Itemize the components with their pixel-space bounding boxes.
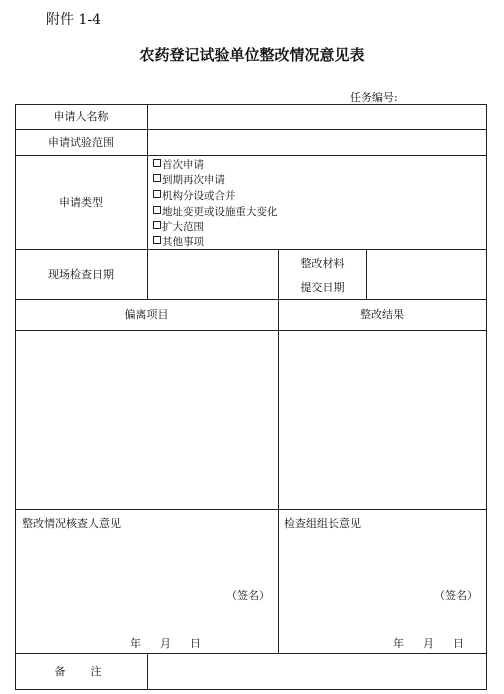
option-label: 扩大范围 <box>162 221 204 233</box>
verifier-opinion-label: 整改情况核查人意见 <box>22 517 121 530</box>
leader-date-year: 年 <box>393 637 404 650</box>
verifier-date-day: 日 <box>190 637 201 650</box>
applicant-name-label: 申请人名称 <box>53 110 109 123</box>
inspection-date-field[interactable] <box>148 250 278 299</box>
verifier-signature-label: （签名） <box>226 589 270 602</box>
checkbox-icon[interactable] <box>153 174 161 182</box>
option-label: 首次申请 <box>162 159 204 171</box>
option-renewal[interactable] <box>153 172 225 187</box>
deviation-items-header: 偏离项目 <box>124 308 169 321</box>
checkbox-icon[interactable] <box>153 159 161 167</box>
option-address-change[interactable] <box>153 204 278 219</box>
option-label: 机构分设或合并 <box>162 190 236 202</box>
checkbox-icon[interactable] <box>153 190 161 198</box>
verifier-date-month: 月 <box>160 637 171 650</box>
rectification-results-area[interactable] <box>279 331 486 509</box>
checkbox-icon[interactable] <box>153 236 161 244</box>
option-expand-scope[interactable] <box>153 219 204 234</box>
form-title: 农药登记试验单位整改情况意见表 <box>139 46 365 64</box>
verifier-date-year: 年 <box>130 637 141 650</box>
remarks-label: 备 注 <box>54 664 108 678</box>
test-scope-label: 申请试验范围 <box>48 135 114 149</box>
material-label-line1: 整改材料 <box>300 257 345 270</box>
material-label-line2: 提交日期 <box>300 281 345 294</box>
task-number-label: 任务编号: <box>350 91 398 104</box>
option-first-application[interactable] <box>153 157 204 172</box>
leader-date-day: 日 <box>453 637 464 650</box>
leader-date-month: 月 <box>423 637 434 650</box>
rectification-results-header: 整改结果 <box>360 308 404 321</box>
test-scope-field[interactable] <box>148 130 486 155</box>
checkbox-icon[interactable] <box>153 221 161 229</box>
attachment-label: 附件 1-4 <box>46 12 101 28</box>
deviation-items-area[interactable] <box>16 331 278 509</box>
applicant-name-field[interactable] <box>148 105 486 129</box>
option-other[interactable] <box>153 234 204 249</box>
leader-signature-label: （签名） <box>434 589 478 602</box>
option-label: 其他事项 <box>162 236 204 248</box>
leader-opinion-label: 检查组组长意见 <box>284 517 361 530</box>
inspection-date-label: 现场检查日期 <box>48 267 114 281</box>
option-label: 到期再次申请 <box>162 174 225 186</box>
material-date-field[interactable] <box>367 250 486 299</box>
remarks-field[interactable] <box>148 654 486 689</box>
application-type-label: 申请类型 <box>59 195 103 209</box>
checkbox-icon[interactable] <box>153 206 161 214</box>
option-split-merge[interactable] <box>153 188 236 203</box>
option-label: 地址变更或设施重大变化 <box>162 206 278 218</box>
